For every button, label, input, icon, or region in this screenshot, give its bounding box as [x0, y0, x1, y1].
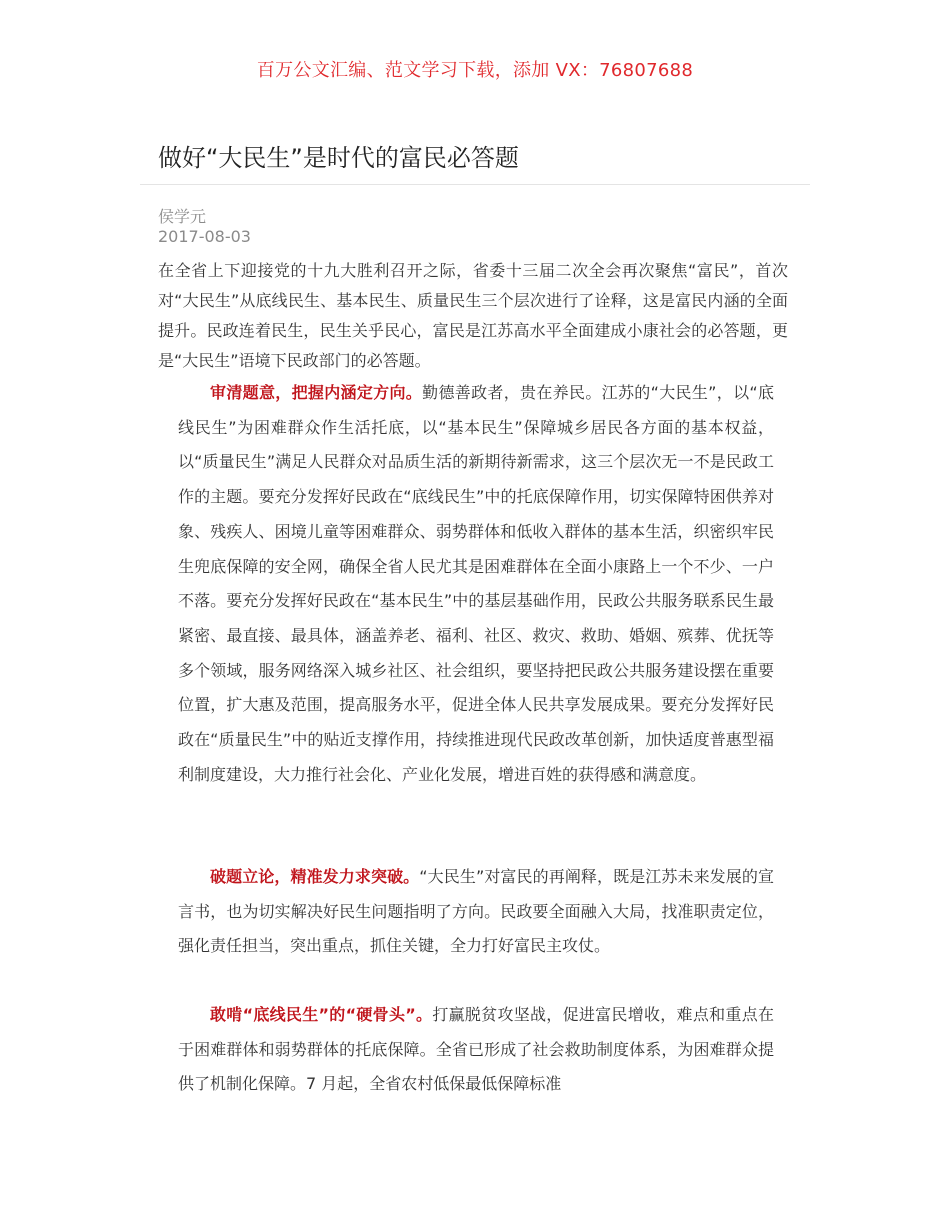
article-title: 做好“大民生”是时代的富民必答题: [158, 144, 519, 172]
section-2-body: “大民生”对富民的再阐释，既是江苏未来发展的宣言书，也为切实解决好民生问题指明了方向。民政要全面融入大局，找准职责定位，强化责任担当，突出重点，抓住关键，全力打好富民主攻仗。: [178, 867, 774, 956]
article-intro: 在全省上下迎接党的十九大胜利召开之际，省委十三届二次全会再次聚焦“富民”，首次对“大民生”从底线民生、基本民生、质量民生三个层次进行了诠释，这是富民内涵的全面提升。民政连着民生，民生关乎民心，富民是江苏高水平全面建成小康社会的必答题，更是“大民生”语境下民政部门的必答题。: [158, 261, 788, 370]
title-divider: [140, 184, 810, 185]
section-3-heading: 敢啃“底线民生”的“硬骨头”。: [210, 1005, 433, 1024]
article-section-1: [178, 376, 774, 792]
section-3-body: 打赢脱贫攻坚战，促进富民增收，难点和重点在于困难群体和弱势群体的托底保障。全省已形成了社会救助制度体系，为困难群众提供了机制化保障。7 月起，全省农村低保最低保障标准: [178, 1005, 774, 1094]
article-author: 侯学元: [158, 207, 207, 226]
section-1-heading: 审清题意，把握内涵定方向。: [210, 383, 423, 402]
section-2-heading: 破题立论，精准发力求突破。: [210, 867, 420, 886]
article-date: 2017-08-03: [158, 227, 251, 246]
article-section-3: [178, 998, 774, 1102]
section-1-body: 勤德善政者，贵在养民。江苏的“大民生”，以“底线民生”为困难群众作生活托底，以“基本民生”保障城乡居民各方面的基本权益，以“质量民生”满足人民群众对品质生活的新期待新需求，这三个层次无一不是民政工作的主题。要充分发挥好民政在“底线民生”中的托底保障作用，切实保障特困供养对象、残疾人、困境儿童等困难群众、弱势群体和低收入群体的基本生活，织密织牢民生兜底保障的安全网，确保全省人民尤其是困难群体在全面小康路上一个不少、一户不落。要充分发挥好民政在“基本民生”中的基层基础作用，民政公共服务联系民生最紧密、最直接、最具体，涵盖养老、福利、社区、救灾、救助、婚姻、殡葬、优抚等多个领域，服务网络深入城乡社区、社会组织，要坚持把民政公共服务建设摆在重要位置，扩大惠及范围，提高服务水平，促进全体人民共享发展成果。要充分发挥好民政在“质量民生”中的贴近支撑作用，持续推进现代民政改革创新，加快适度普惠型福利制度建设，大力推行社会化、产业化发展，增进百姓的获得感和满意度。: [178, 383, 774, 784]
article-section-2: [178, 860, 774, 964]
promo-banner: 百万公文汇编、范文学习下载，添加 VX：76807688: [256, 60, 694, 81]
